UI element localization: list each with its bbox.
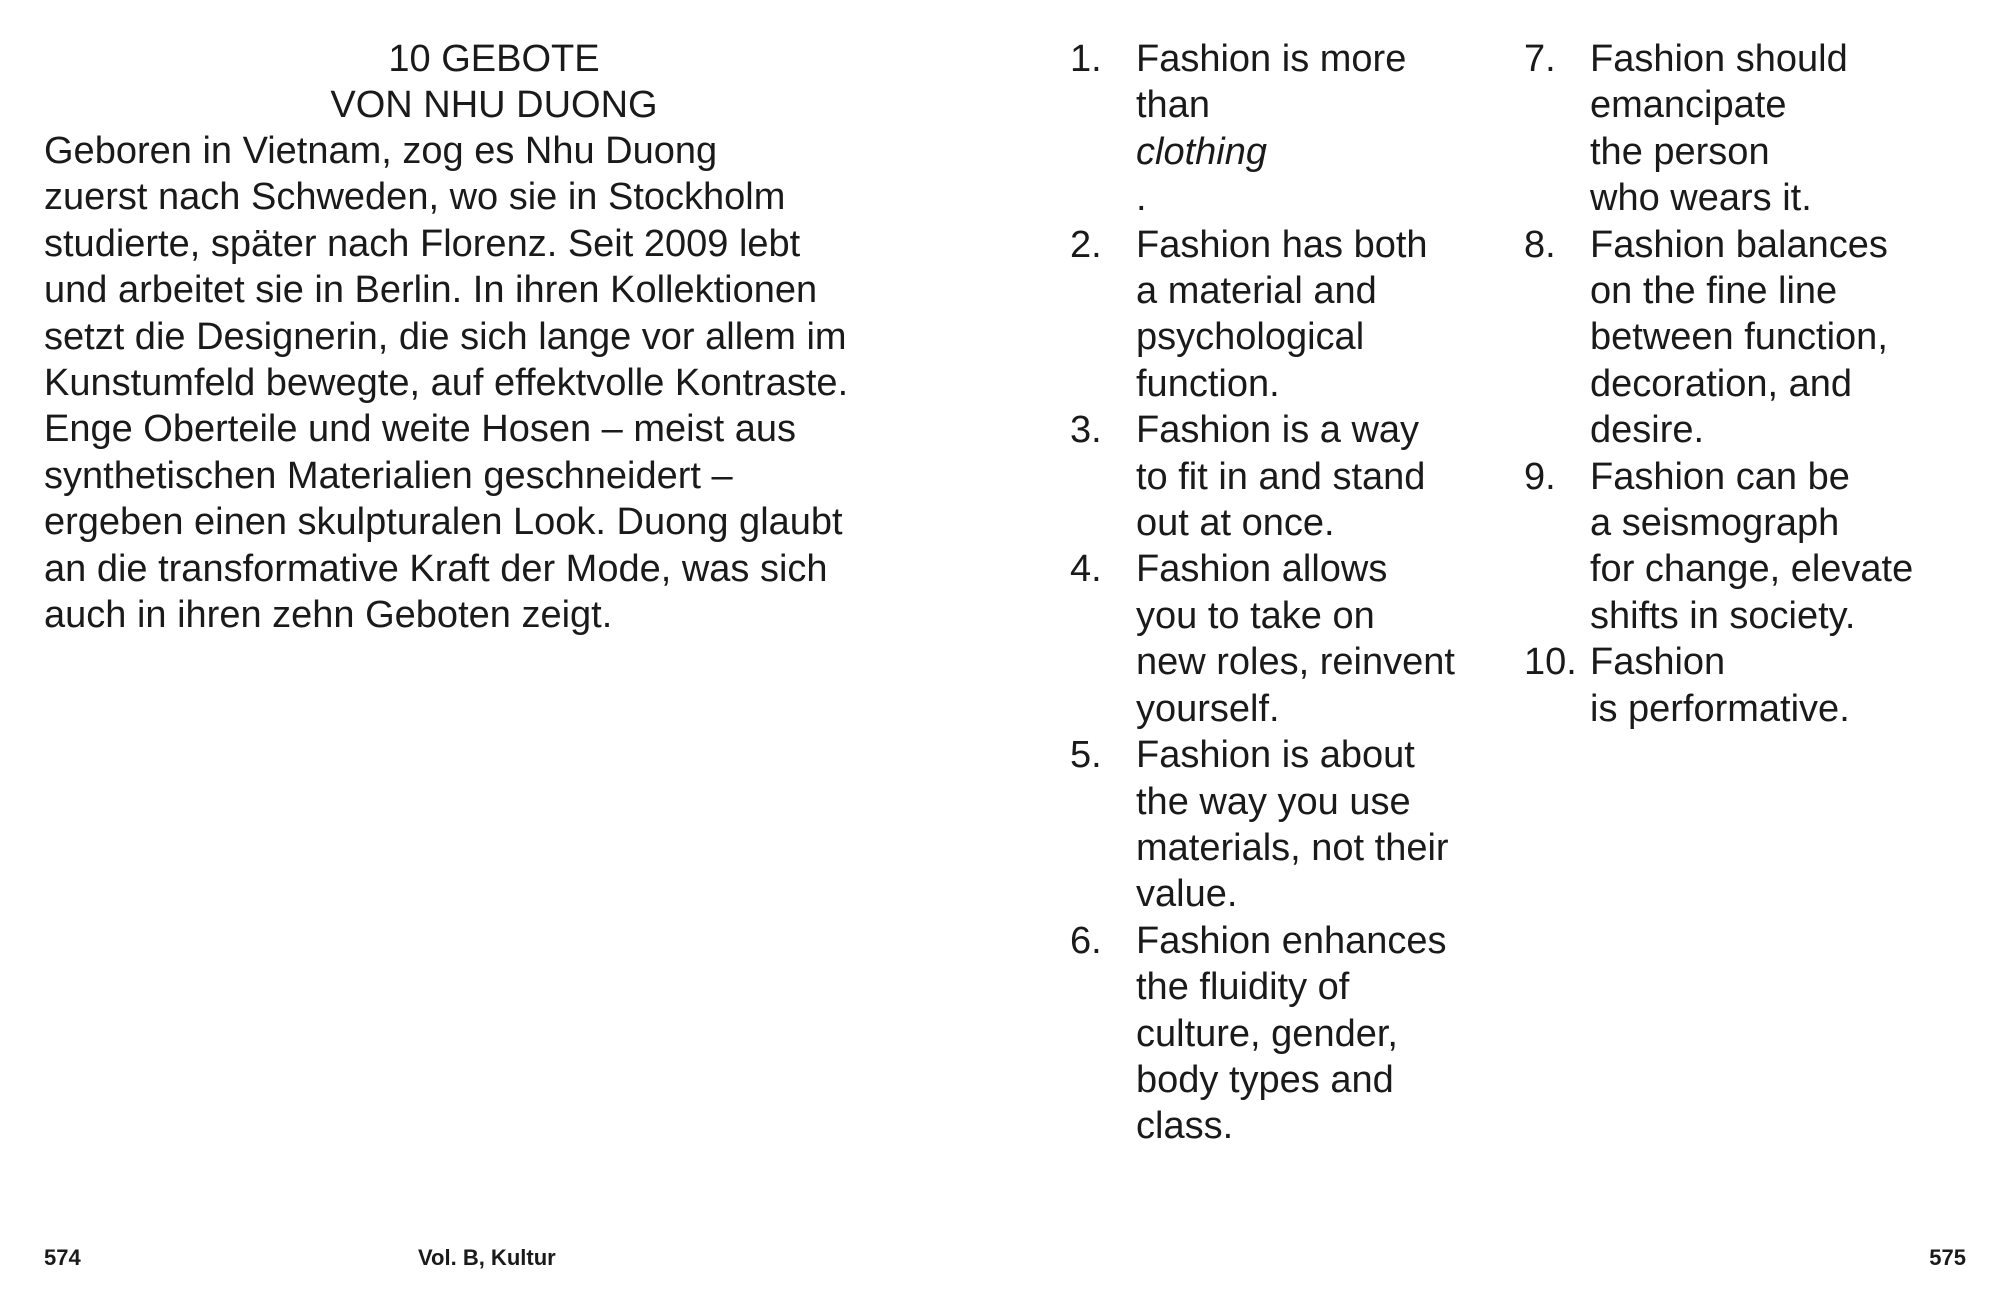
commandments-column-1 (1070, 36, 1510, 1150)
commandment-number: 2. (1070, 223, 1102, 266)
commandment-8 (1524, 222, 1964, 454)
commandment-number: 3. (1070, 409, 1102, 452)
running-footer: Vol. B, Kultur (418, 1245, 556, 1270)
commandment-number: 9. (1524, 455, 1556, 498)
commandment-4 (1070, 546, 1510, 732)
commandment-line: shifts in society. (1590, 594, 1856, 637)
commandment-text (1136, 546, 1455, 732)
right-page (1000, 0, 2000, 1306)
commandment-text (1590, 36, 1848, 222)
commandment-line: you to take on (1136, 594, 1375, 637)
commandment-number: 7. (1524, 38, 1556, 80)
commandment-italic-word: clothing (1136, 130, 1267, 173)
body-line: an die transformative Kraft der Mode, was sich (44, 547, 828, 590)
commandment-number: 1. (1070, 38, 1102, 80)
commandment-line: the way you use (1136, 780, 1411, 823)
commandment-5 (1070, 732, 1510, 918)
commandment-line: between function, (1590, 316, 1888, 359)
commandment-line: out at once. (1136, 502, 1335, 545)
commandment-number: 10. (1524, 641, 1577, 684)
commandment-line: desire. (1590, 409, 1705, 452)
commandment-text (1136, 732, 1449, 918)
commandment-line: function. (1136, 362, 1280, 405)
page-number-left: 574 (44, 1245, 81, 1270)
commandment-9 (1524, 454, 1964, 640)
commandment-line: to fit in and stand (1136, 455, 1426, 498)
commandment-text (1136, 407, 1425, 546)
commandment-line: body types and (1136, 1058, 1394, 1101)
body-line: auch in ihren zehn Geboten zeigt. (44, 594, 613, 637)
commandment-line: the fluidity of (1136, 966, 1350, 1009)
commandment-line: Fashion balances (1590, 223, 1888, 266)
commandment-line (1136, 82, 1406, 221)
commandment-line: a material and (1136, 270, 1377, 313)
commandment-2 (1070, 222, 1510, 408)
body-line: und arbeitet sie in Berlin. In ihren Kollektionen (44, 269, 818, 312)
commandment-line: emancipate (1590, 84, 1787, 127)
commandment-line: Fashion can be (1590, 455, 1850, 498)
commandment-number: 6. (1070, 919, 1102, 962)
intro-paragraph (44, 128, 964, 638)
body-line: Geboren in Vietnam, zog es Nhu Duong (44, 130, 718, 172)
body-line: synthetischen Materialien geschneidert – (44, 454, 733, 497)
commandment-6 (1070, 918, 1510, 1150)
article-title (44, 36, 944, 128)
commandment-line: on the fine line (1590, 270, 1838, 313)
commandment-line: Fashion has both (1136, 223, 1428, 266)
commandment-line-suffix: . (1136, 177, 1147, 220)
body-line: Enge Oberteile und weite Hosen – meist aus (44, 408, 796, 451)
commandment-line: Fashion is about (1136, 734, 1415, 777)
commandment-number: 5. (1070, 734, 1102, 777)
commandment-number: 4. (1070, 548, 1102, 591)
commandment-line: decoration, and (1590, 362, 1852, 405)
body-line: zuerst nach Schweden, wo sie in Stockholm (44, 176, 786, 219)
commandment-3 (1070, 407, 1510, 546)
commandment-7 (1524, 36, 1964, 222)
commandment-line: psychological (1136, 316, 1365, 359)
commandment-line: culture, gender, (1136, 1012, 1398, 1055)
commandment-line: materials, not their (1136, 826, 1449, 869)
commandment-text (1136, 222, 1428, 408)
commandment-line: the person (1590, 130, 1770, 173)
commandment-line: class. (1136, 1105, 1234, 1148)
page-number-right: 575 (1929, 1245, 1966, 1270)
commandment-line-prefix: than (1136, 84, 1210, 127)
commandment-text (1136, 918, 1447, 1150)
commandment-1 (1070, 36, 1510, 222)
commandment-line: Fashion allows (1136, 548, 1388, 591)
commandment-line: Fashion is a way (1136, 409, 1420, 452)
commandment-number: 8. (1524, 223, 1556, 266)
body-line: Kunstumfeld bewegte, auf effektvolle Kontraste. (44, 362, 849, 405)
body-line: ergeben einen skulpturalen Look. Duong glaubt (44, 501, 843, 544)
commandment-text (1590, 454, 1913, 640)
commandment-text (1590, 222, 1888, 454)
body-line: studierte, später nach Florenz. Seit 2009 lebt (44, 222, 801, 265)
commandment-line: Fashion (1590, 641, 1726, 684)
commandment-line: value. (1136, 873, 1238, 916)
commandment-10 (1524, 639, 1964, 732)
commandment-line: for change, elevate (1590, 548, 1914, 591)
commandment-line: Fashion is more (1136, 38, 1407, 80)
commandments-column-2 (1524, 36, 1964, 732)
title-line: VON NHU DUONG (330, 84, 658, 126)
commandment-line: is performative. (1590, 687, 1850, 730)
commandment-line: new roles, reinvent (1136, 641, 1455, 684)
commandment-line: a seismograph (1590, 502, 1840, 545)
commandment-line: yourself. (1136, 687, 1280, 730)
commandment-line: Fashion enhances (1136, 919, 1447, 962)
commandment-text (1136, 36, 1406, 222)
commandment-line: who wears it. (1590, 177, 1812, 220)
commandment-text (1590, 639, 1850, 732)
body-line: setzt die Designerin, die sich lange vor allem im (44, 315, 847, 358)
title-line: 10 GEBOTE (388, 38, 600, 80)
commandment-line: Fashion should (1590, 38, 1848, 80)
